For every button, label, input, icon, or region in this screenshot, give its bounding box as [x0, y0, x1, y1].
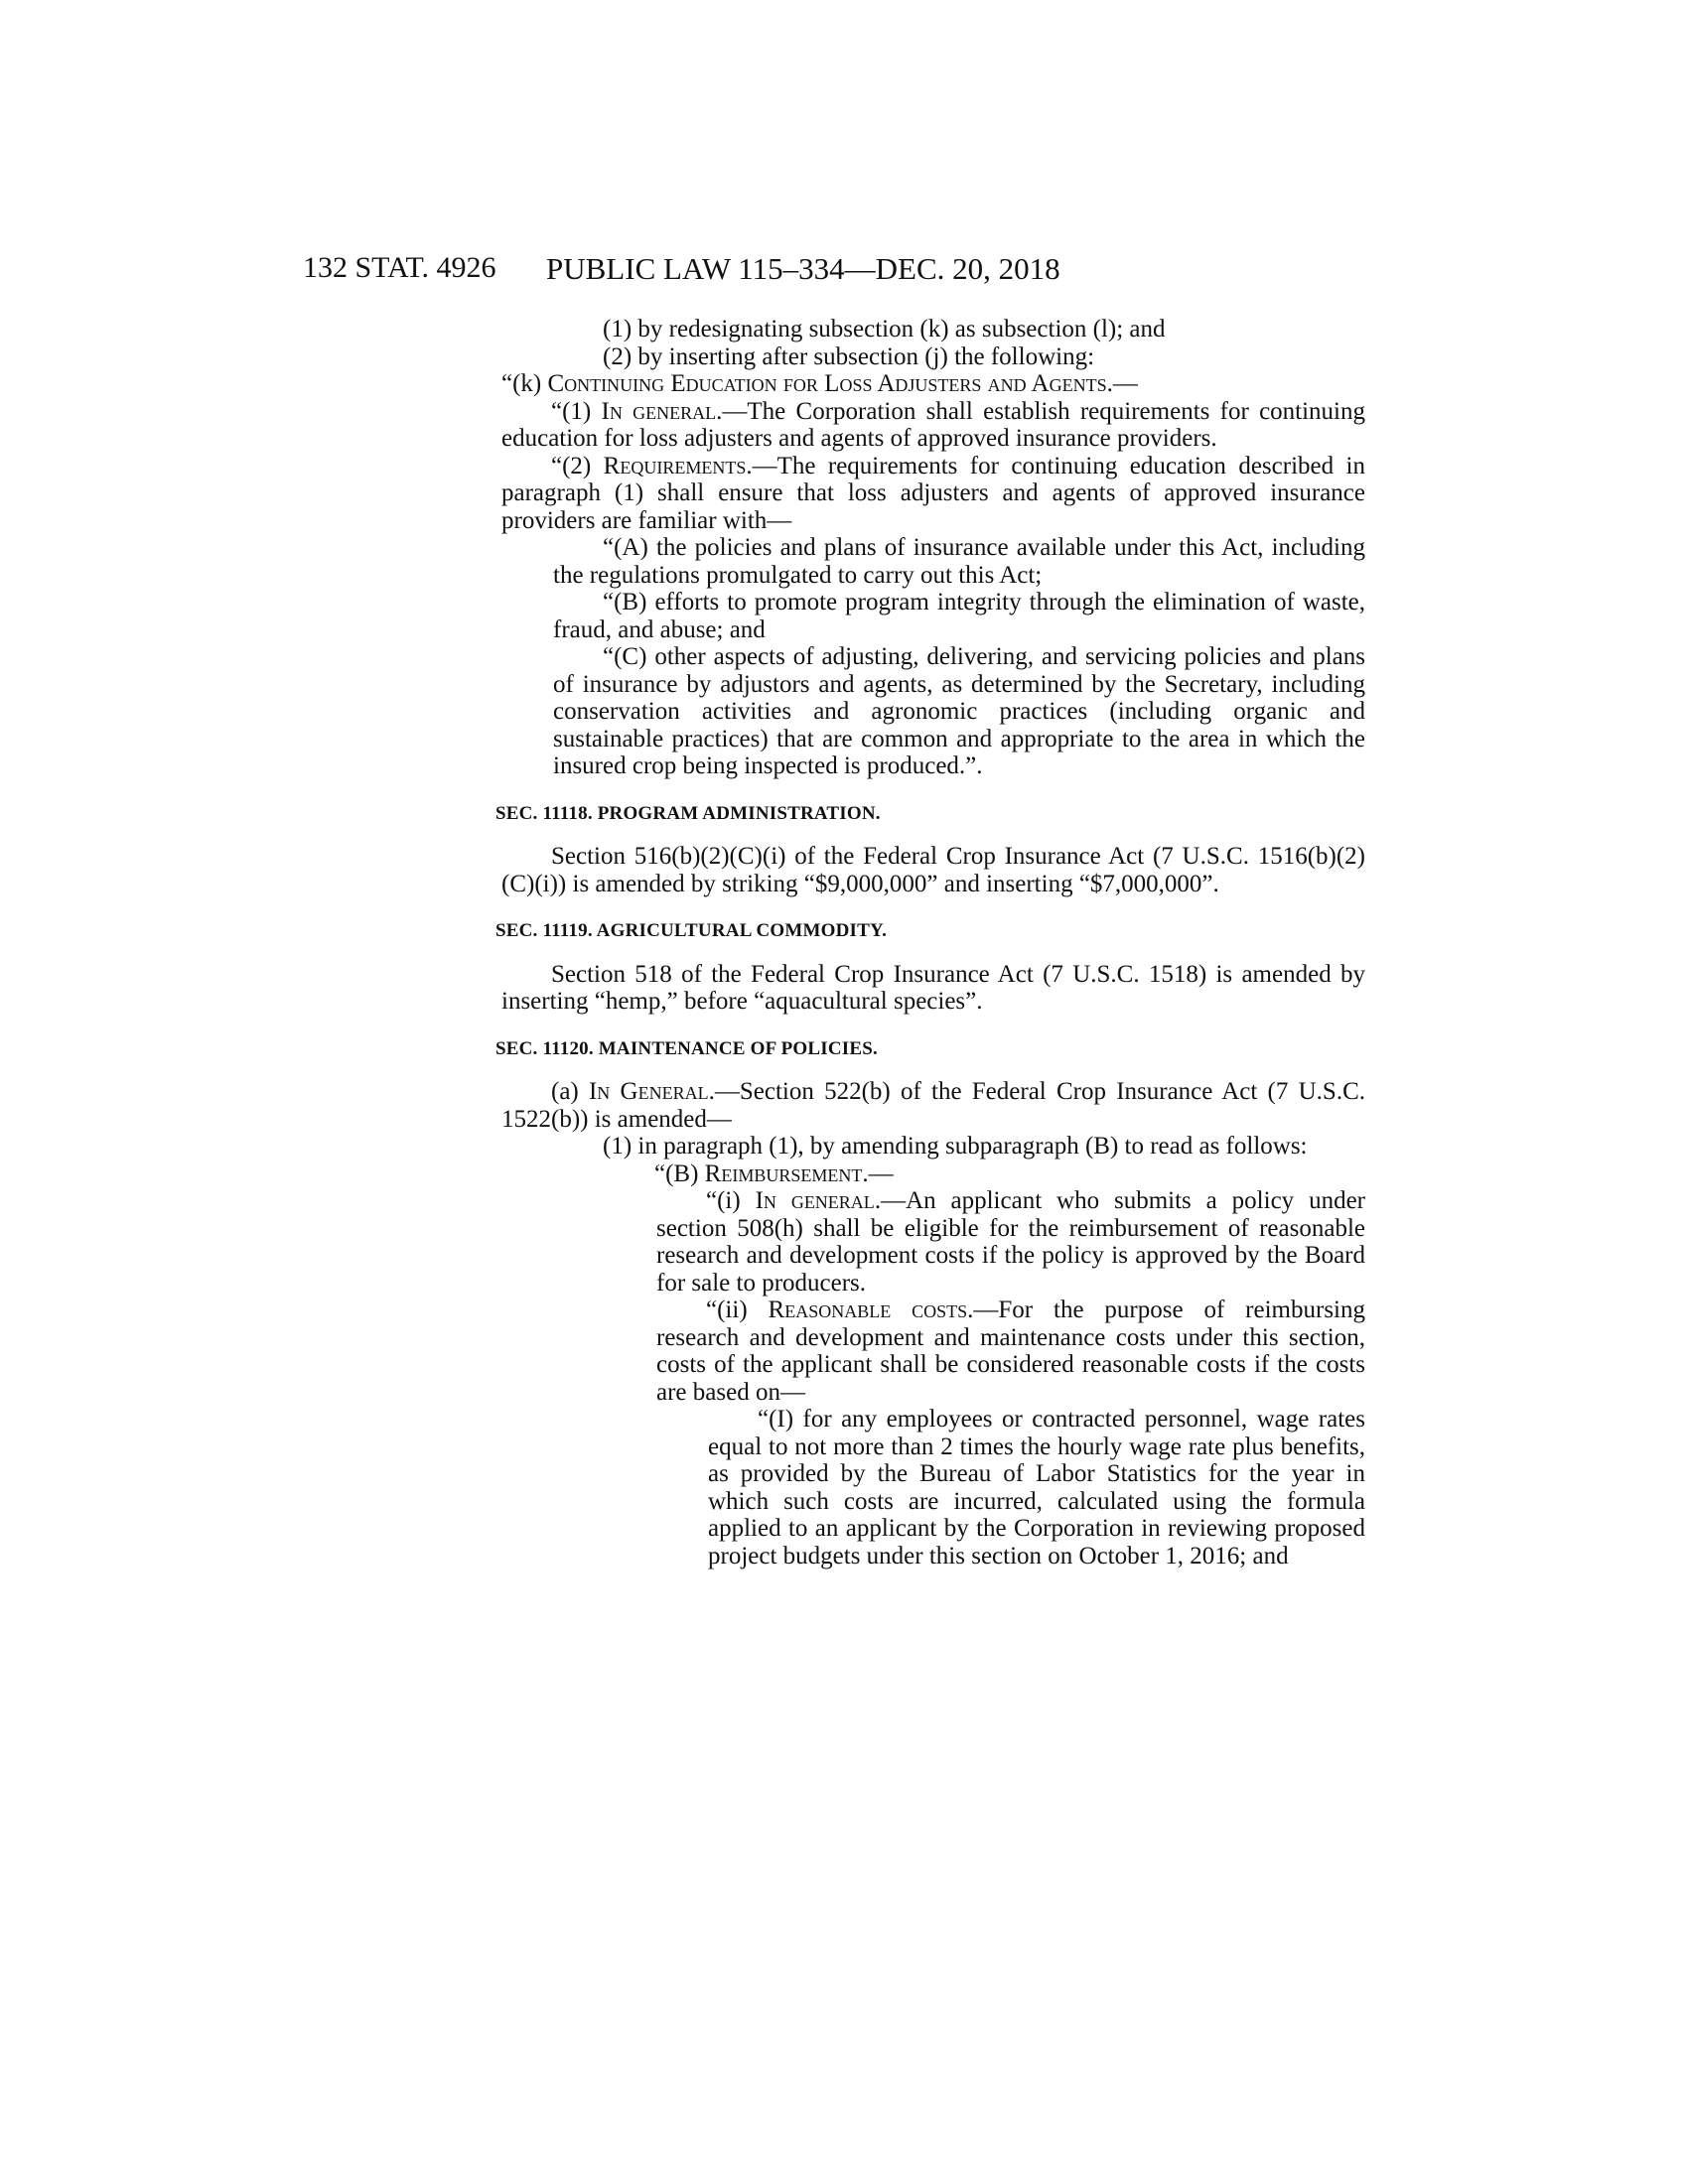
page-title: PUBLIC LAW 115–334—DEC. 20, 2018 — [546, 251, 1060, 286]
clause-i: “(i) In general.—An applicant who submits a policy under section 508(h) shall be eligible for the reimbursement of reasonable research and development costs if the policy is approved by the Board for sale to producers. — [656, 1187, 1365, 1297]
paragraph: (1) by redesignating subsection (k) as subsection (l); and — [603, 316, 1166, 342]
subsection-a: (a) In General.—Section 522(b) of the Federal Crop Insurance Act (7 U.S.C. 1522(b)) is amended— — [501, 1078, 1366, 1133]
section-heading-11119: SEC. 11119. AGRICULTURAL COMMODITY. — [495, 920, 888, 941]
subsection-k: “(k) Continuing Education for Loss Adjusters and Agents.— — [501, 370, 1138, 397]
subclause-I: “(I) for any employees or contracted personnel, wage rates equal to not more than 2 times the hourly wage rate plus benefits, as provided by the Bureau of Labor Statistics for the year in which such costs are incurred, calculated using the formula applied to an applicant by the Corporation in reviewing proposed project budgets under this section on October 1, 2016; and — [708, 1406, 1365, 1570]
page-header — [303, 251, 1365, 291]
paragraph-k2: “(2) Requirements.—The requirements for continuing education described in paragraph (1) shall ensure that loss adjusters and agents of approved insurance providers are familiar with— — [501, 452, 1365, 534]
section-text-11119: Section 518 of the Federal Crop Insurance Act (7 U.S.C. 1518) is amended by inserting “hemp,” before “aquacultural species”. — [501, 960, 1365, 1015]
subparagraph-heading: Reimbursement — [704, 1160, 863, 1187]
subparagraph-B-reimbursement: “(B) Reimbursement.— — [654, 1160, 894, 1187]
clause-heading: Reasonable costs — [768, 1297, 968, 1323]
paragraph-a1: (1) in paragraph (1), by amending subparagraph (B) to read as follows: — [603, 1133, 1308, 1160]
paragraph-heading: Requirements — [603, 452, 747, 479]
paragraph: (2) by inserting after subsection (j) the following: — [603, 342, 1095, 370]
paragraph-k1: “(1) In general.—The Corporation shall establish requirements for continuing education for loss adjusters and agents of approved insurance providers. — [501, 397, 1366, 452]
document-body — [495, 316, 1366, 1570]
subparagraph-C: “(C) other aspects of adjusting, delivering, and servicing policies and plans of insurance by adjustors and agents, as determined by the Secretary, including conservation activities and agronomic practices (including organic and sustainable practices) that are common and appropriate to the area in which the insured crop being inspected is produced.”. — [553, 643, 1365, 779]
clause-heading: In general — [755, 1187, 875, 1214]
clause-ii: “(ii) Reasonable costs.—For the purpose of reimbursing research and development and maintenance costs under this section, costs of the applicant shall be considered reasonable costs if the costs are based on— — [656, 1297, 1365, 1406]
paragraph-heading: In general — [601, 397, 717, 425]
section-heading-11118: SEC. 11118. PROGRAM ADMINISTRATION. — [495, 802, 881, 824]
subparagraph-B: “(B) efforts to promote program integrity through the elimination of waste, fraud, and abuse; and — [553, 589, 1365, 643]
subparagraph-A: “(A) the policies and plans of insurance available under this Act, including the regulations promulgated to carry out this Act; — [553, 534, 1365, 589]
section-text-11118: Section 516(b)(2)(C)(i) of the Federal Crop Insurance Act (7 U.S.C. 1516(b)(2)(C)(i)) is amended by striking “$9,000,000” and inserting “$7,000,000”. — [501, 843, 1365, 897]
section-heading-11120: SEC. 11120. MAINTENANCE OF POLICIES. — [495, 1037, 878, 1059]
subsection-heading: In General — [588, 1078, 709, 1105]
subsection-heading: Continuing Education for Loss Adjusters and Agents — [547, 370, 1107, 397]
stat-page-number: 132 STAT. 4926 — [303, 251, 496, 284]
